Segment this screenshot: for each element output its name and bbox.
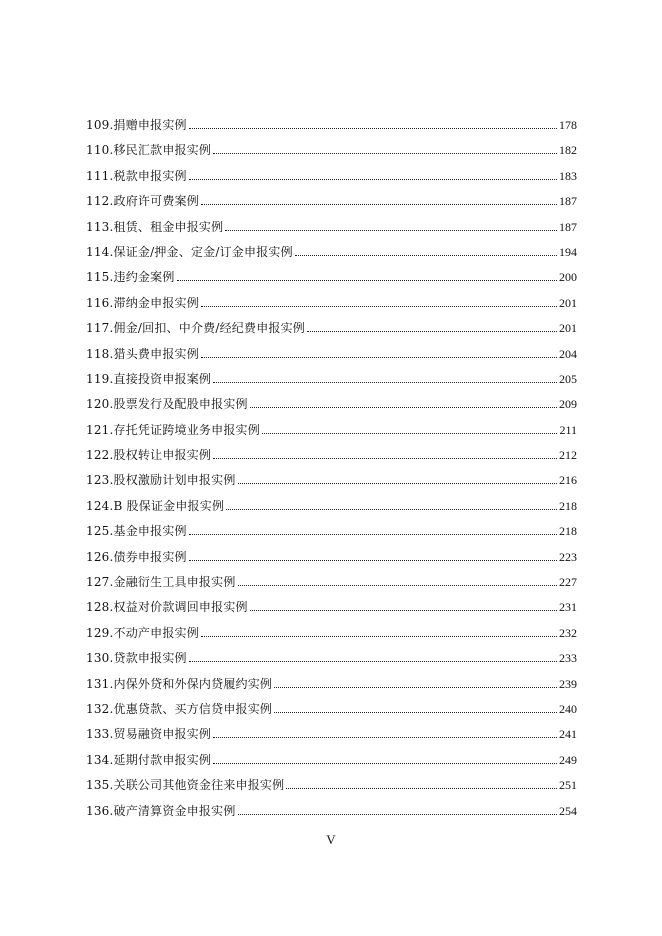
toc-dot-leader: [189, 549, 557, 561]
toc-entry-page: 178: [559, 118, 577, 132]
toc-entry[interactable]: [86, 672, 577, 697]
toc-entry[interactable]: [86, 468, 577, 493]
toc-entry[interactable]: [86, 595, 577, 620]
toc-dot-leader: [225, 219, 557, 231]
toc-dot-leader: [201, 625, 557, 637]
toc-entry[interactable]: [86, 164, 577, 189]
toc-entry[interactable]: [86, 418, 577, 443]
toc-entry-title: 126.债券申报实例: [86, 549, 187, 564]
toc-entry[interactable]: [86, 570, 577, 595]
toc-dot-leader: [307, 320, 557, 332]
toc-entry-page: 204: [559, 346, 577, 361]
toc-entry[interactable]: [86, 519, 577, 544]
toc-dot-leader: [238, 803, 557, 815]
toc-entry-title: 131.内保外贷和外保内贷履约实例: [86, 676, 273, 691]
toc-entry[interactable]: [86, 748, 577, 773]
toc-dot-leader: [295, 244, 557, 256]
toc-dot-leader: [189, 168, 557, 180]
toc-entry-page: 209: [559, 397, 577, 412]
toc-dot-leader: [189, 523, 557, 535]
toc-entry-title: 113.租赁、租金申报实例: [86, 219, 224, 234]
toc-entry-title: 130.贷款申报实例: [86, 651, 187, 666]
toc-entry-page: 241: [559, 727, 577, 742]
toc-entry-title: 124.B 股保证金申报实例: [86, 498, 225, 513]
toc-dot-leader: [213, 447, 557, 459]
toc-dot-leader: [274, 676, 557, 688]
toc-entry[interactable]: [86, 215, 577, 240]
toc-entry[interactable]: [86, 621, 577, 646]
toc-entry[interactable]: [86, 189, 577, 214]
toc-dot-leader: [177, 269, 557, 281]
toc-entry[interactable]: [86, 443, 577, 468]
toc-entry[interactable]: [86, 367, 577, 392]
toc-entry-title: 111.税款申报实例: [86, 168, 187, 183]
toc-entry-page: 182: [559, 143, 577, 158]
toc-entry-title: 112.政府许可费案例: [86, 194, 199, 209]
toc-entry-page: 205: [559, 371, 577, 386]
toc-entry[interactable]: [86, 291, 577, 316]
toc-dot-leader: [238, 472, 557, 484]
toc-entry-page: 218: [559, 524, 577, 539]
toc-entry-title: 121.存托凭证跨境业务申报实例: [86, 422, 260, 437]
toc-entry-page: 183: [559, 168, 577, 183]
toc-dot-leader: [262, 422, 558, 434]
toc-entry-page: 227: [559, 575, 577, 590]
toc-entry[interactable]: [86, 265, 577, 290]
toc-entry-page: 231: [559, 600, 577, 615]
toc-entry[interactable]: [86, 342, 577, 367]
toc-entry-page: 187: [559, 194, 577, 209]
toc-entry-title: 135.关联公司其他资金往来申报实例: [86, 778, 285, 793]
toc-entry-title: 117.佣金/回扣、中介费/经纪费申报实例: [86, 321, 306, 336]
toc-dot-leader: [274, 701, 557, 713]
toc-entry-page: 239: [559, 676, 577, 691]
toc-entry-title: 134.延期付款申报实例: [86, 752, 212, 767]
toc-entry-page: 254: [559, 803, 577, 818]
toc-entry[interactable]: [86, 646, 577, 671]
toc-entry-title: 127.金融衍生工具申报实例: [86, 575, 236, 590]
toc-entry[interactable]: [86, 316, 577, 341]
toc-entry[interactable]: [86, 494, 577, 519]
toc-entry[interactable]: [86, 240, 577, 265]
toc-entry-page: 251: [559, 778, 577, 793]
toc-entry[interactable]: [86, 545, 577, 570]
toc-entry-title: 132.优惠贷款、买方信贷申报实例: [86, 701, 273, 716]
toc-entry[interactable]: [86, 722, 577, 747]
toc-dot-leader: [201, 346, 557, 358]
toc-entry[interactable]: [86, 773, 577, 798]
toc-entry-title: 123.股权激励计划申报实例: [86, 473, 236, 488]
toc-entry-title: 129.不动产申报实例: [86, 625, 199, 640]
toc-dot-leader: [189, 117, 557, 129]
toc-dot-leader: [238, 574, 557, 586]
toc-entry-page: 240: [559, 701, 577, 716]
toc-entry[interactable]: [86, 799, 577, 824]
toc-entry[interactable]: [86, 138, 577, 163]
toc-dot-leader: [250, 599, 557, 611]
toc-entry-page: 232: [559, 625, 577, 640]
toc-entry-page: 201: [559, 295, 577, 310]
toc-entry[interactable]: [86, 697, 577, 722]
toc-dot-leader: [286, 777, 557, 789]
toc-entry-title: 109.捐赠申报实例: [86, 118, 187, 132]
toc-entry-title: 114.保证金/押金、定金/订金申报实例: [86, 244, 293, 259]
toc-entry-title: 116.滞纳金申报实例: [86, 295, 199, 310]
toc-entry-page: 218: [559, 498, 577, 513]
toc-dot-leader: [189, 650, 557, 662]
toc-entry[interactable]: [86, 113, 577, 138]
toc-dot-leader: [213, 752, 557, 764]
toc-entry-page: 200: [559, 270, 577, 285]
toc-entry-title: 118.猎头费申报实例: [86, 346, 199, 361]
toc-entry-title: 110.移民汇款申报实例: [86, 143, 212, 158]
table-of-contents: [86, 113, 577, 824]
toc-entry-page: 194: [559, 244, 577, 259]
toc-dot-leader: [226, 498, 557, 510]
toc-dot-leader: [213, 371, 557, 383]
toc-dot-leader: [201, 193, 557, 205]
toc-entry-page: 249: [559, 752, 577, 767]
toc-dot-leader: [201, 295, 557, 307]
toc-dot-leader: [213, 726, 557, 738]
toc-entry-page: 212: [559, 448, 577, 463]
toc-dot-leader: [250, 396, 557, 408]
page-number: V: [326, 832, 336, 847]
toc-entry-title: 133.贸易融资申报实例: [86, 727, 212, 742]
toc-dot-leader: [213, 142, 557, 154]
toc-entry-page: 211: [559, 422, 577, 437]
toc-entry-page: 201: [559, 321, 577, 336]
toc-entry-title: 128.权益对价款调回申报实例: [86, 600, 248, 615]
toc-entry-title: 119.直接投资申报案例: [86, 371, 212, 386]
toc-entry-title: 122.股权转让申报实例: [86, 448, 212, 463]
toc-entry-title: 136.破产清算资金申报实例: [86, 803, 236, 818]
toc-entry-title: 115.违约金案例: [86, 270, 175, 285]
toc-entry-page: 223: [559, 549, 577, 564]
toc-entry-title: 125.基金申报实例: [86, 524, 187, 539]
toc-entry-page: 233: [559, 651, 577, 666]
toc-entry-page: 187: [559, 219, 577, 234]
toc-entry-page: 216: [559, 473, 577, 488]
toc-entry-title: 120.股票发行及配股申报实例: [86, 397, 248, 412]
toc-entry[interactable]: [86, 392, 577, 417]
